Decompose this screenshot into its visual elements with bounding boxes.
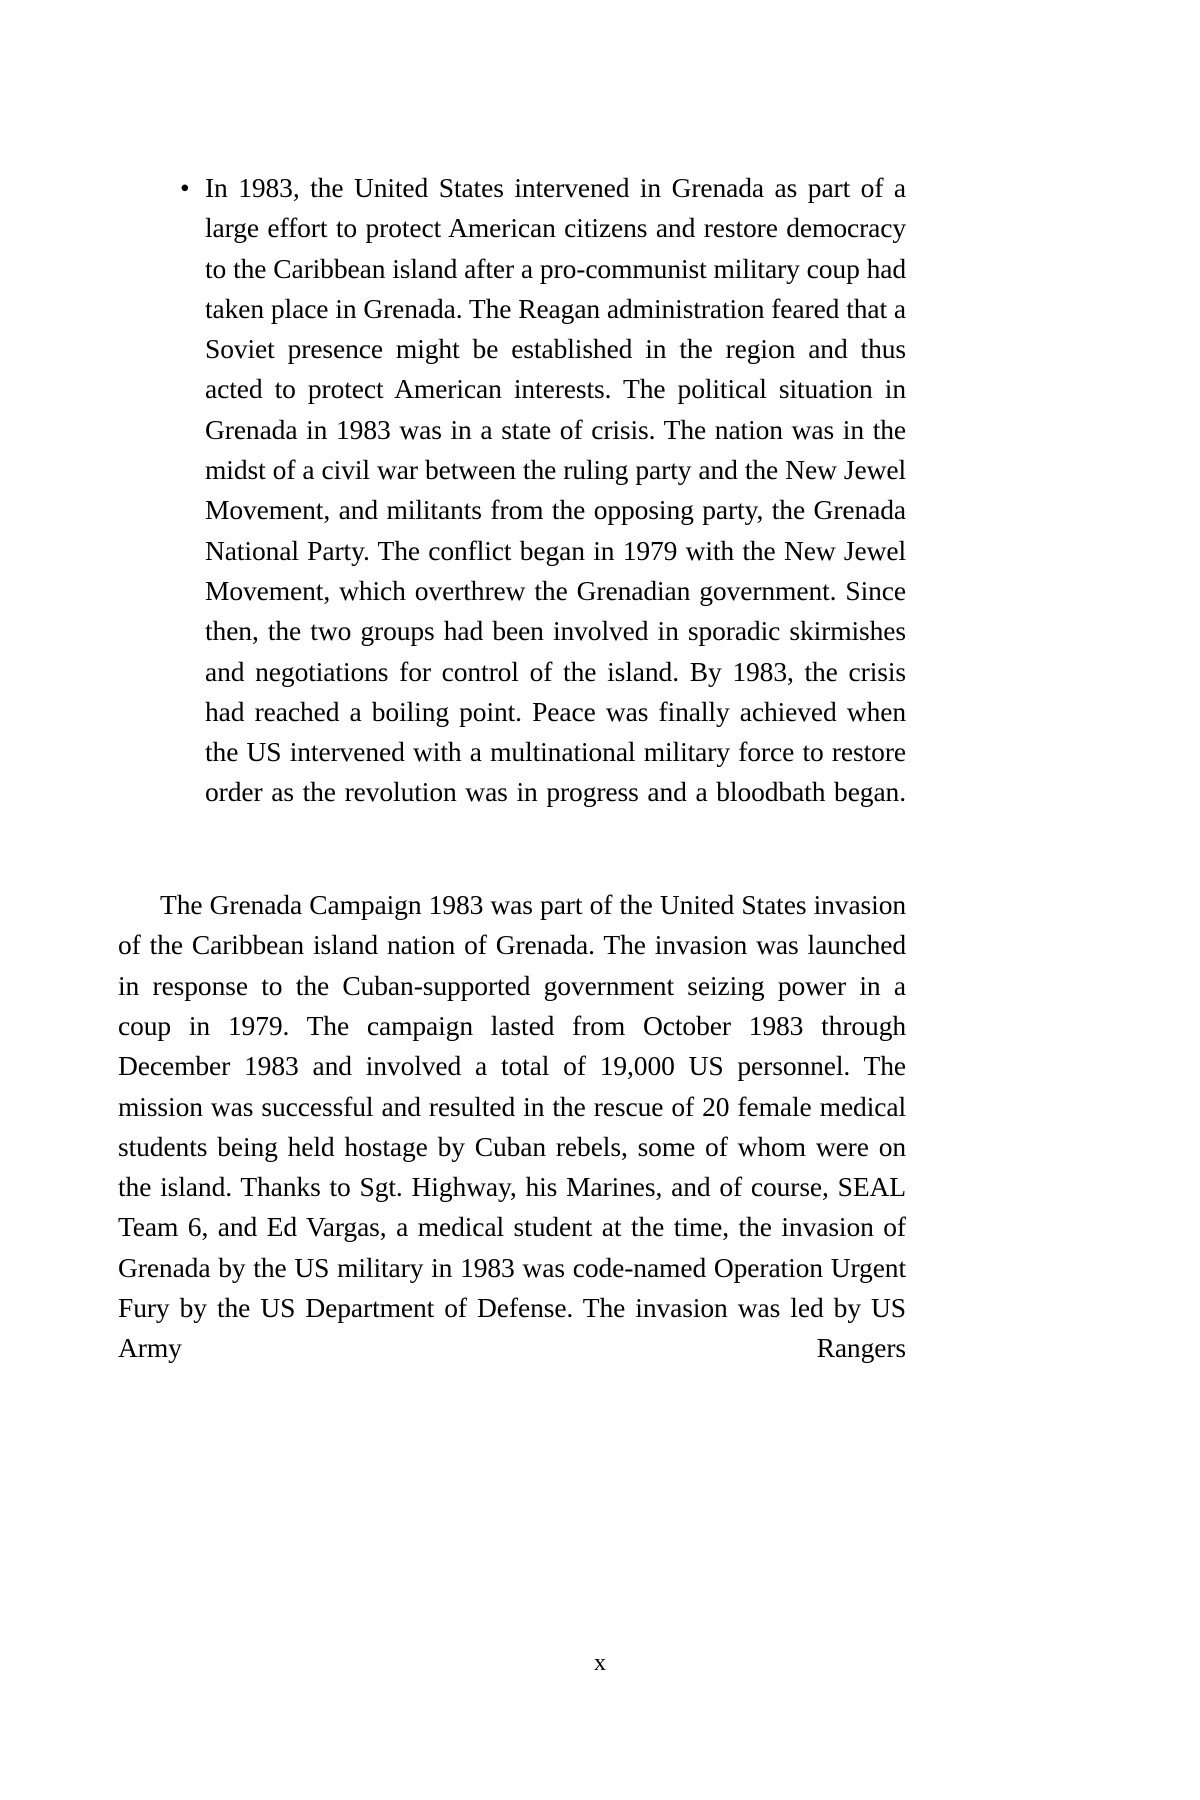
bulleted-list (118, 168, 906, 853)
bullet-point-icon: • (180, 172, 190, 203)
page-number: x (594, 1650, 606, 1676)
page-text-frame (118, 168, 906, 1409)
body-paragraph: The Grenada Campaign 1983 was part of the United States invasion of the Caribbean island nation of Grenada. The invasion was launched in response to the Cuban-supported government seizing power in a coup in 1979. The campaign lasted from October 1983 through December 1983 and involved a total of 19,000 US personnel. The mission was successful and resulted in the rescue of 20 female medical students being held hostage by Cuban rebels, some of whom were on the island. Thanks to Sgt. Highway, his Marines, and of course, SEAL Team 6, and Ed Vargas, a medical student at the time, the invasion of Grenada by the US military in 1983 was code-named Operation Urgent Fury by the US Department of Defense. The invasion was led by US Army Rangers (118, 889, 906, 1364)
list-item (118, 168, 906, 853)
list-item-text: In 1983, the United States intervened in Grenada as part of a large effort to protect American citizens and restore democracy to the Caribbean island after a pro-communist military coup had taken place in Grenada. The Reagan administration feared that a Soviet presence might be established in the region and thus acted to protect American interests. The political situation in Grenada in 1983 was in a state of crisis. The nation was in the midst of a civil war between the ruling party and the New Jewel Movement, and militants from the opposing party, the Grenada National Party. The conflict began in 1979 with the New Jewel Movement, which overthrew the Grenadian government. Since then, the two groups had been involved in sporadic skirmishes and negotiations for control of the island. By 1983, the crisis had reached a boiling point. Peace was finally achieved when the US intervened with a multinational military force to restore order as the revolution was in progress and a bloodbath began. (205, 172, 906, 808)
